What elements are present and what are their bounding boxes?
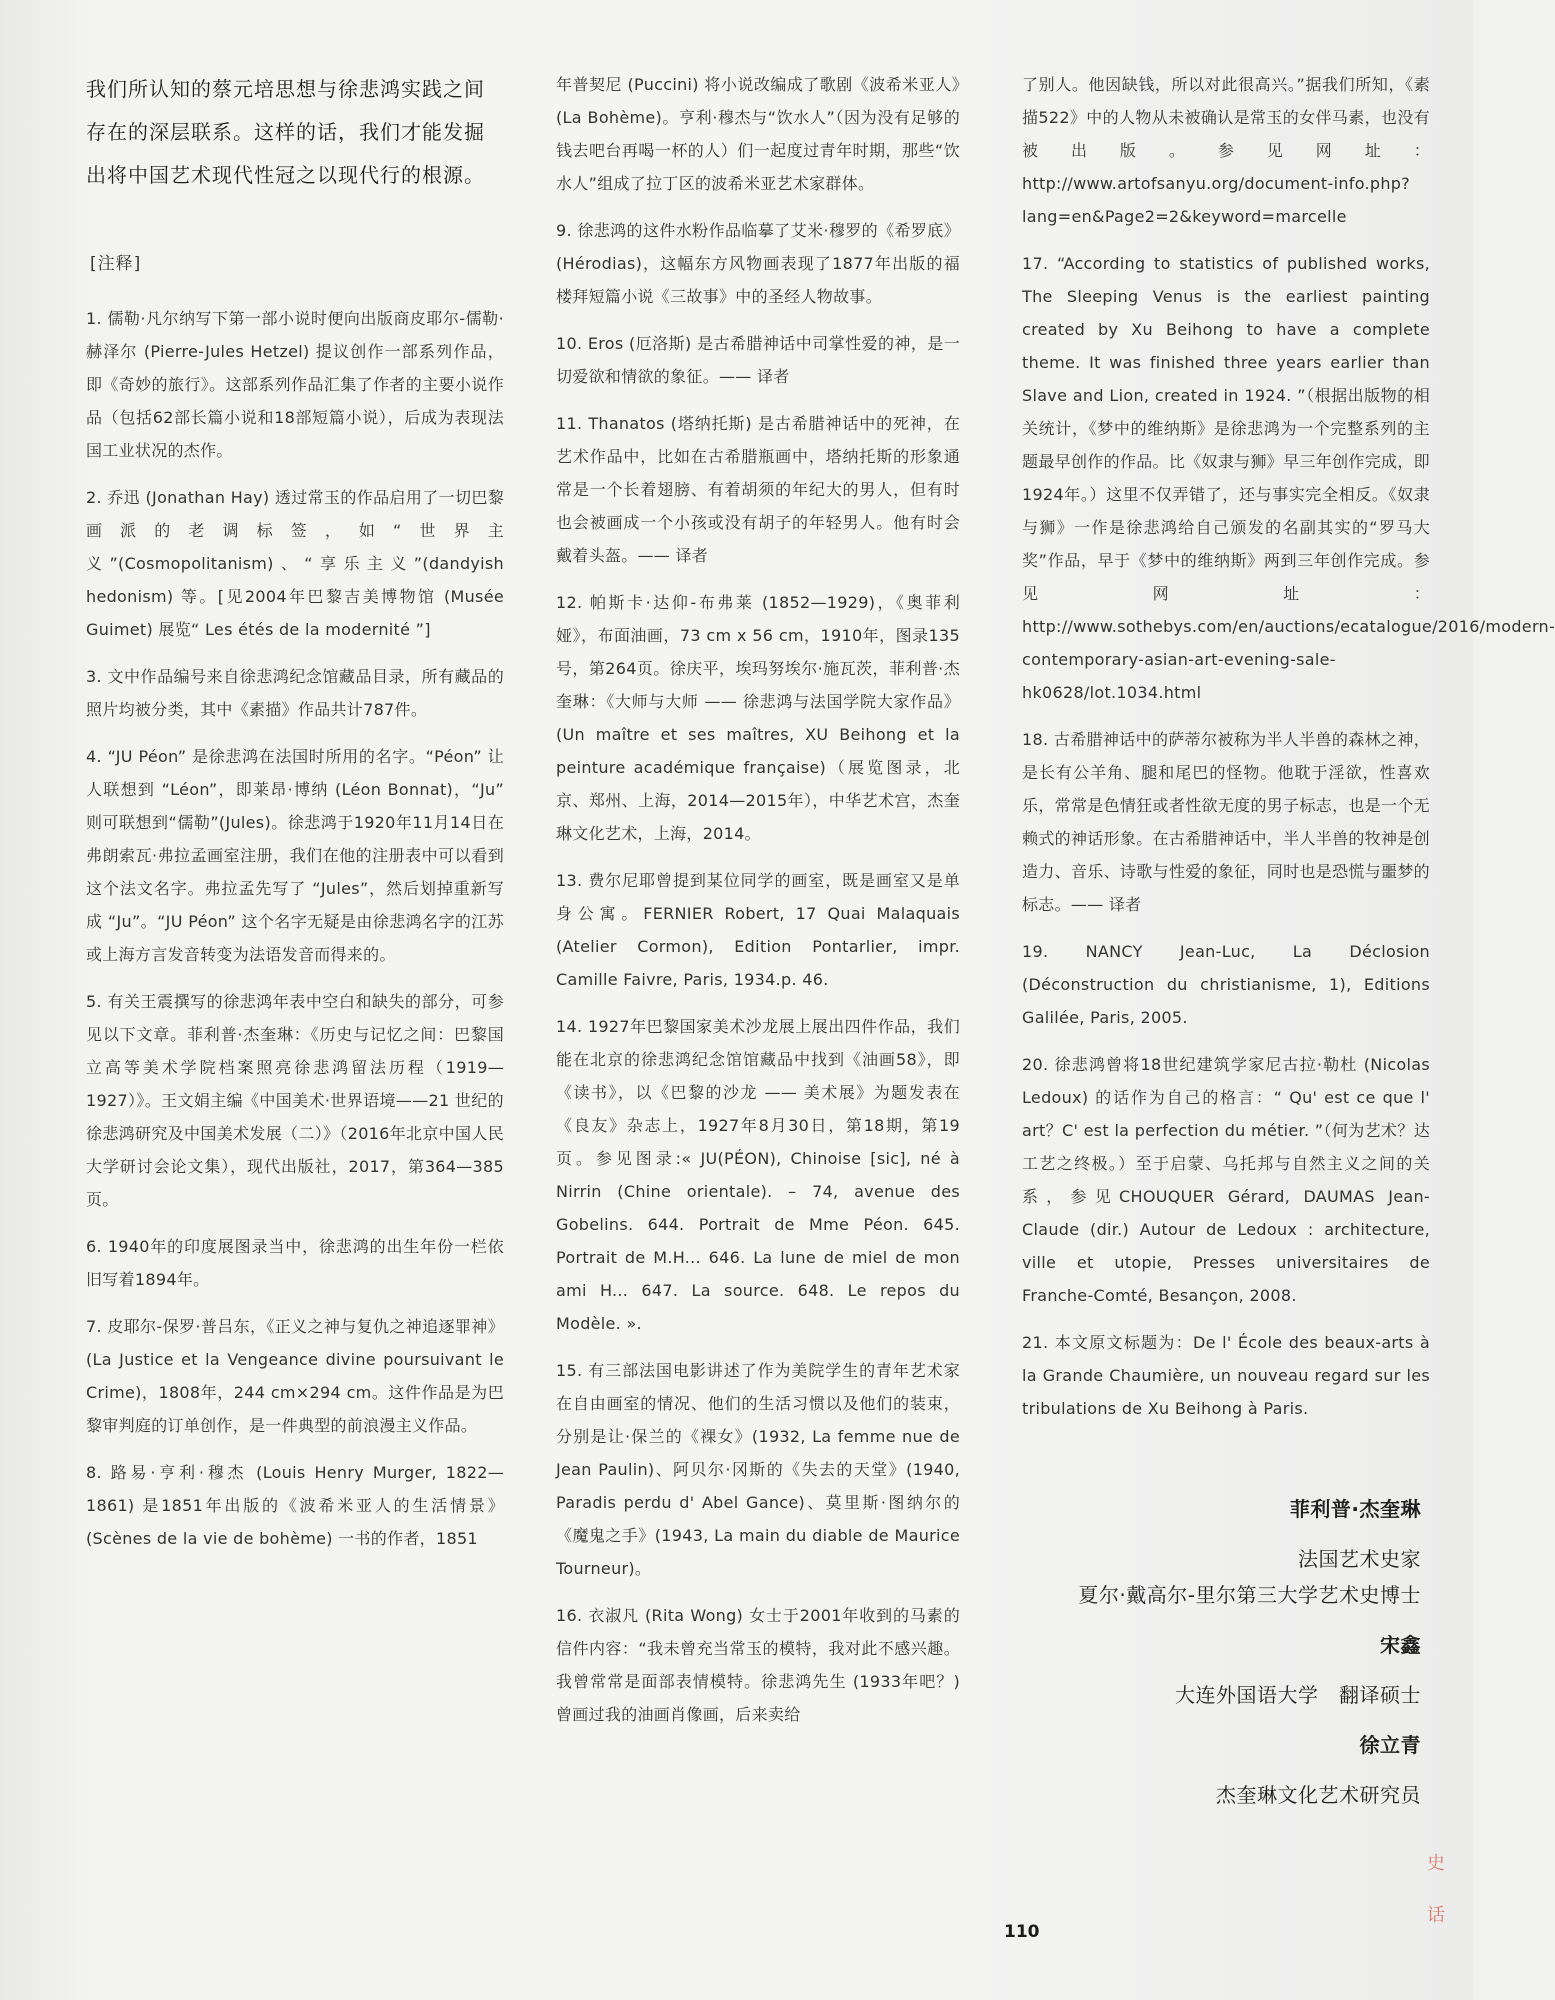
note-17: 17. “According to statistics of published works, The Sleeping Venus is the earliest painting created by Xu Beihong to have a complete theme. It was finished three years earlier than Slave and Lion, created in 1924. ”（根据出版物的相关统计，《梦中的维纳斯》是徐悲鸿为一个完整系列的主题最早创作的作品。比《奴隶与狮》早三年创作完成，即1924年。）这里不仅弄错了，还与事实完全相反。《奴隶与狮》一作是徐悲鸿给自己颁发的名副其实的“罗马大奖”作品，早于《梦中的维纳斯》两到三年创作完成。参见网址：http://www.sothebys.com/en/auctions/ecatalogue/2016/modern-contemporary-asian-art-evening-sale-hk0628/lot.1034.html <box>1022 254 1555 702</box>
note-10: 10. Eros (厄洛斯) 是古希腊神话中司掌性爱的神，是一切爱欲和情欲的象征。—— 译者 <box>556 334 960 386</box>
note-3: 3. 文中作品编号来自徐悲鸿纪念馆藏品目录，所有藏品的照片均被分类，其中《素描》作品共计787件。 <box>86 667 504 719</box>
note-2: 2. 乔迅 (Jonathan Hay) 透过常玉的作品启用了一切巴黎画派的老调标签，如“世界主义”(Cosmopolitanism)、“享乐主义”(dandyish hedonism) 等。[见2004年巴黎吉美博物馆 (Musée Guimet) 展览“ Les étés de la modernité ”] <box>86 488 504 639</box>
author2-role: 大连外国语大学 翻译硕士 <box>1175 1683 1421 1707</box>
note-14: 14. 1927年巴黎国家美术沙龙展上展出四件作品，我们能在北京的徐悲鸿纪念馆馆藏品中找到《油画58》，即《读书》，以《巴黎的沙龙 —— 美术展》为题发表在《良友》杂志上，1927年8月30日，第18期，第19页。参见图录:« JU(PÉON), Chinoise [sic], né à Nirrin (Chine orientale). – 74, avenue des Gobelins. 644. Portrait de Mme Péon. 645. Portrait de M.H... 646. La lune de miel de mon ami H... 647. La source. 648. Le repos du Modèle. ». <box>556 1017 960 1333</box>
note-13: 13. 费尔尼耶曾提到某位同学的画室，既是画室又是单身公寓。FERNIER Robert, 17 Quai Malaquais (Atelier Cormon), Edition Pontarlier, impr. Camille Faivre, Paris, 1934.p. 46. <box>556 871 960 989</box>
column-3 <box>1022 68 1555 1439</box>
author1-role2: 夏尔·戴高尔-里尔第三大学艺术史博士 <box>1078 1583 1421 1607</box>
note-8: 8. 路易·亨利·穆杰 (Louis Henry Murger, 1822—1861) 是1851年出版的《波希米亚人的生活情景》(Scènes de la vie de bohème) 一书的作者，1851 <box>86 1463 504 1548</box>
note-16: 16. 衣淑凡 (Rita Wong) 女士于2001年收到的马素的信件内容：“我未曾充当常玉的模特，我对此不感兴趣。我曾常常是面部表情模特。徐悲鸿先生 (1933年吧？) 曾画过我的油画肖像画，后来卖给 <box>556 1606 960 1724</box>
author1-name: 菲利普·杰奎琳 <box>1289 1497 1421 1521</box>
column-2 <box>556 68 960 1745</box>
note-1: 1. 儒勒·凡尔纳写下第一部小说时便向出版商皮耶尔-儒勒·赫泽尔 (Pierre-Jules Hetzel) 提议创作一部系列作品，即《奇妙的旅行》。这部系列作品汇集了作者的主要小说作品（包括62部长篇小说和18部短篇小说），后成为表现法国工业状况的杰作。 <box>86 309 504 460</box>
author-signature <box>901 1494 1421 1830</box>
note-16-continued: 了别人。他因缺钱，所以对此很高兴。”据我们所知，《素描522》中的人物从未被确认是常玉的女伴马素，也没有被出版。参见网址：http://www.artofsanyu.org/document-info.php?lang=en&Page2=2&keyword=marcelle <box>1022 75 1430 226</box>
note-5: 5. 有关王震撰写的徐悲鸿年表中空白和缺失的部分，可参见以下文章。菲利普·杰奎琳：《历史与记忆之间：巴黎国立高等美术学院档案照亮徐悲鸿留法历程（1919—1927）》。王文娟主编《中国美术·世界语境——21 世纪的徐悲鸿研究及中国美术发展（二）》（2016年北京中国人民大学研讨会论文集），现代出版社，2017，第364—385页。 <box>86 992 504 1209</box>
note-12: 12. 帕斯卡·达仰-布弗莱 (1852—1929)，《奥菲利娅》，布面油画，73 cm x 56 cm，1910年，图录135号，第264页。徐庆平，埃玛努埃尔·施瓦茨，菲利普·杰奎琳：《大师与大师 —— 徐悲鸿与法国学院大家作品》(Un maître et ses maîtres, XU Beihong et la peinture académique française)（展览图录，北京、郑州、上海，2014—2015年），中华艺术宫，杰奎琳文化艺术，上海，2014。 <box>556 593 960 843</box>
author3-role: 杰奎琳文化艺术研究员 <box>1216 1783 1421 1807</box>
section-mark-bottom: 话 <box>1427 1905 1445 1926</box>
notes-heading: [注释] <box>90 254 142 274</box>
section-mark-top: 史 <box>1427 1853 1445 1874</box>
author3-name: 徐立青 <box>1359 1733 1421 1757</box>
note-6: 6. 1940年的印度展图录当中，徐悲鸿的出生年份一栏依旧写着1894年。 <box>86 1237 504 1289</box>
note-21: 21. 本文原文标题为：De l' École des beaux-arts à la Grande Chaumière, un nouveau regard sur les tribulations de Xu Beihong à Paris. <box>1022 1333 1430 1418</box>
note-11: 11. Thanatos (塔纳托斯) 是古希腊神话中的死神，在艺术作品中，比如在古希腊瓶画中，塔纳托斯的形象通常是一个长着翅膀、有着胡须的年纪大的男人，但有时也会被画成一个小孩或没有胡子的年轻男人。他有时会戴着头盔。—— 译者 <box>556 414 960 565</box>
note-4: 4. “JU Péon” 是徐悲鸿在法国时所用的名字。“Péon” 让人联想到 “Léon”，即莱昂·博纳 (Léon Bonnat)，“Ju” 则可联想到“儒勒”(Jules)。徐悲鸿于1920年11月14日在弗朗索瓦·弗拉孟画室注册，我们在他的注册表中可以看到这个法文名字。弗拉孟先写了 “Jules”，然后划掉重新写成 “Ju”。“JU Péon” 这个名字无疑是由徐悲鸿名字的江苏或上海方言发音转变为法语发音而得来的。 <box>86 747 504 964</box>
note-7: 7. 皮耶尔-保罗·普吕东，《正义之神与复仇之神追逐罪神》(La Justice et la Vengeance divine poursuivant le Crime)，1808年，244 cm×294 cm。这件作品是为巴黎审判庭的订单创作，是一件典型的前浪漫主义作品。 <box>86 1317 504 1435</box>
note-19: 19. NANCY Jean-Luc, La Déclosion (Déconstruction du christianisme, 1), Editions Galilée, Paris, 2005. <box>1022 942 1430 1027</box>
note-15: 15. 有三部法国电影讲述了作为美院学生的青年艺术家在自由画室的情况、他们的生活习惯以及他们的装束，分别是让·保兰的《裸女》(1932, La femme nue de Jean Paulin)、阿贝尔·冈斯的《失去的天堂》(1940, Paradis perdu d' Abel Gance)、莫里斯·图纳尔的《魔鬼之手》(1943, La main du diable de Maurice Tourneur)。 <box>556 1361 960 1578</box>
note-8-continued: 年普契尼 (Puccini) 将小说改编成了歌剧《波希米亚人》(La Bohème)。亨利·穆杰与“饮水人”（因为没有足够的钱去吧台再喝一杯的人）们一起度过青年时期，那些“饮水人”组成了拉丁区的波希米亚艺术家群体。 <box>556 75 960 193</box>
lead-paragraph: 我们所认知的蔡元培思想与徐悲鸿实践之间存在的深层联系。这样的话，我们才能发掘出将中国艺术现代性冠之以现代行的根源。 <box>86 77 485 187</box>
note-18: 18. 古希腊神话中的萨蒂尔被称为半人半兽的森林之神，是长有公羊角、腿和尾巴的怪物。他耽于淫欲，性喜欢乐，常常是色情狂或者性欲无度的男子标志，也是一个无赖式的神话形象。在古希腊神话中，半人半兽的牧神是创造力、音乐、诗歌与性爱的象征，同时也是恐慌与噩梦的标志。—— 译者 <box>1022 730 1430 914</box>
page-number: 110 <box>1004 1922 1040 1942</box>
author2-name: 宋鑫 <box>1380 1633 1421 1657</box>
note-9: 9. 徐悲鸿的这件水粉作品临摹了艾米·穆罗的《希罗底》(Hérodias)，这幅东方风物画表现了1877年出版的福楼拜短篇小说《三故事》中的圣经人物故事。 <box>556 221 960 306</box>
author1-role1: 法国艺术史家 <box>1298 1547 1421 1571</box>
column-1 <box>86 68 504 1569</box>
note-20: 20. 徐悲鸿曾将18世纪建筑学家尼古拉·勒杜 (Nicolas Ledoux) 的话作为自己的格言：“ Qu' est ce que l' art？C' est la perfection du métier. ”（何为艺术？达工艺之终极。）至于启蒙、乌托邦与自然主义之间的关系，参见CHOUQUER Gérard, DAUMAS Jean-Claude (dir.) Autour de Ledoux : architecture, ville et utopie, Presses universitaires de Franche-Comté, Besançon, 2008. <box>1022 1055 1430 1305</box>
